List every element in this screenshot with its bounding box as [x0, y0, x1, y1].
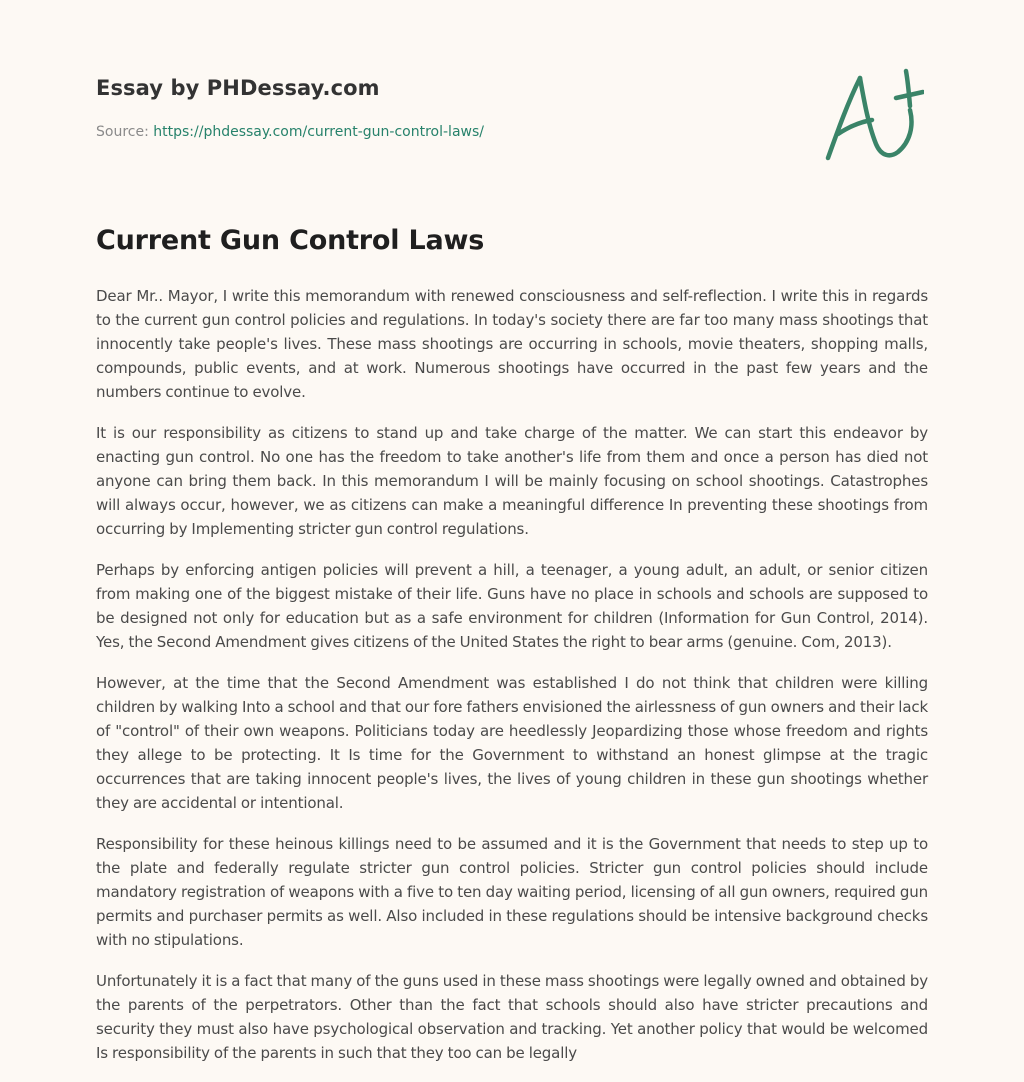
essay-paragraph: It is our responsibility as citizens to stand up and take charge of the matter. We can start this endeavor by enacting gun control. No one has the freedom to take another's life from them and once a person has died not anyone can bring them back. In this memorandum I will be mainly focusing on school shootings. Catastrophes will always occur, however, we as citizens can make a meaningful difference In preventing these shootings from occurring by Implementing stricter gun control regulations. [96, 424, 928, 538]
essay-body [96, 284, 928, 1082]
source-link[interactable]: https://phdessay.com/current-gun-control-laws/ [153, 124, 484, 140]
essay-paragraph: Perhaps by enforcing antigen policies will prevent a hill, a teenager, a young adult, an adult, or senior citizen from making one of the biggest mistake of their life. Guns have no place in schools and schools are supposed to be designed not only for education but as a safe environment for children (Information for Gun Control, 2014). Yes, the Second Amendment gives citizens of the United States the right to bear arms (genuine. Com, 2013). [96, 561, 928, 651]
essay-paragraph: Responsibility for these heinous killings need to be assumed and it is the Government that needs to step up to the plate and federally regulate stricter gun control policies. Stricter gun control policies should include mandatory registration of weapons with a five to ten day waiting period, licensing of all gun owners, required gun permits and purchaser permits as well. Also included in these regulations should be intensive background checks with no stipulations. [96, 835, 928, 949]
source-line [96, 124, 484, 140]
essay-paragraph: Unfortunately it is a fact that many of the guns used in these mass shootings were legally owned and obtained by the parents of the perpetrators. Other than the fact that schools should also have stricter precautions and security they must also have psychological observation and tracking. Yet another policy that would be welcomed Is responsibility of the parents in such that they too can be legally [96, 972, 928, 1062]
source-label: Source: [96, 124, 149, 140]
essay-paragraph: However, at the time that the Second Amendment was established I do not think that children were killing children by walking Into a school and that our fore fathers envisioned the airlessness of gun owners and their lack of "control" of their own weapons. Politicians today are heedlessly Jeopardizing those whose freedom and rights they allege to be protecting. It Is time for the Government to withstand an honest glimpse at the tragic occurrences that are taking innocent people's lives, the lives of young children in these gun shootings whether they are accidental or intentional. [96, 674, 928, 812]
essay-paragraph: Dear Mr.. Mayor, I write this memorandum with renewed consciousness and self-reflection. I write this in regards to the current gun control policies and regulations. In today's society there are far too many mass shootings that innocently take people's lives. These mass shootings are occurring in schools, movie theaters, shopping malls, compounds, public events, and at work. Numerous shootings have occurred in the past few years and the numbers continue to evolve. [96, 287, 928, 401]
essay-title: Current Gun Control Laws [96, 225, 485, 256]
a-plus-logo-icon [824, 68, 924, 164]
site-brand: Essay by PHDessay.com [96, 76, 380, 100]
